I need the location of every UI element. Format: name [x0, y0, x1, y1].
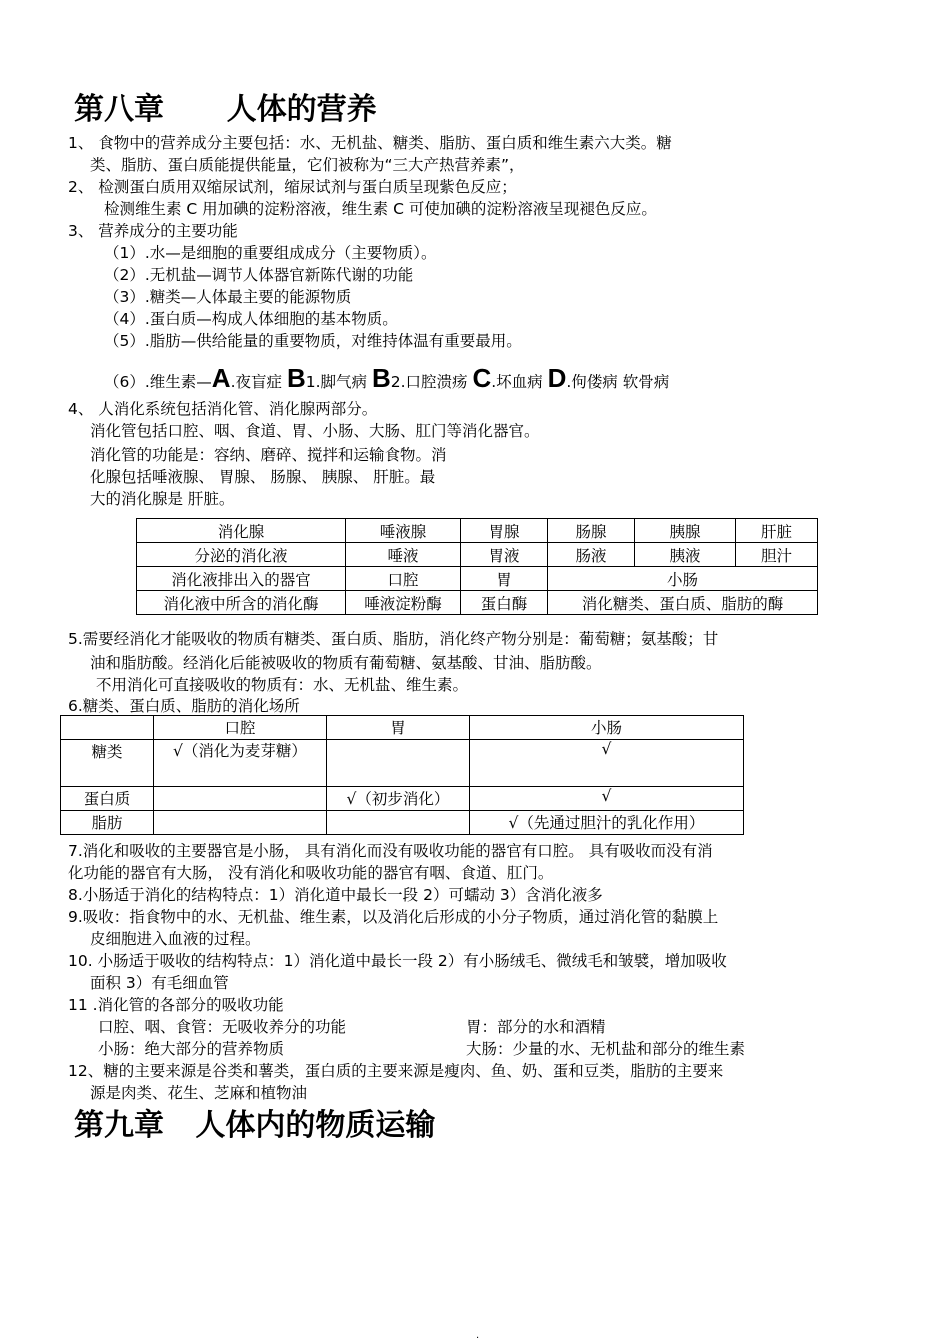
para-8: 8.小肠适于消化的结构特点：1）消化道中最长一段 2）可蠕动 3）含消化液多 — [68, 886, 603, 904]
para-5c: 不用消化可直接吸收的物质有：水、无机盐、维生素。 — [96, 676, 469, 694]
vitamin-b2-text: 2.口腔溃疡 — [390, 373, 473, 391]
para-9b: 皮细胞进入血液的过程。 — [90, 930, 261, 948]
table-cell — [327, 740, 470, 787]
table-cell: √ — [470, 740, 744, 787]
table-cell: 胃腺 — [461, 519, 548, 543]
vitamin-a-text: .夜盲症 — [230, 373, 287, 391]
vitamin-d-text: .佝偻病 软骨病 — [566, 373, 670, 391]
footer-dot: . — [476, 1330, 480, 1341]
vitamin-c-letter: C — [472, 363, 492, 393]
table-cell: 小肠 — [548, 567, 818, 591]
para-3-4: （4）.蛋白质—构成人体细胞的基本物质。 — [104, 310, 398, 328]
para-9a: 9.吸收：指食物中的水、无机盐、维生素，以及消化后形成的小分子物质，通过消化管的黏膜上 — [68, 908, 719, 926]
table-cell: 胃 — [461, 567, 548, 591]
table-row — [61, 787, 744, 811]
table-cell: 糖类 — [61, 740, 154, 787]
para-11c: 小肠：绝大部分的营养物质 — [98, 1040, 285, 1058]
chapter9-title: 第九章 人体内的物质运输 — [74, 1108, 436, 1143]
table-cell: 唾液淀粉酶 — [346, 591, 461, 615]
table-cell — [154, 811, 327, 835]
para-1a: 1、 食物中的营养成分主要包括：水、无机盐、糖类、脂肪、蛋白质和维生素六大类。糖 — [68, 134, 672, 152]
vitamin-d-letter: D — [547, 363, 567, 393]
table-row — [61, 740, 744, 787]
para-12a: 12、糖的主要来源是谷类和薯类，蛋白质的主要来源是瘦肉、鱼、奶、蛋和豆类，脂肪的主要来 — [68, 1062, 724, 1080]
table-cell: 胃液 — [461, 543, 548, 567]
para-3-5: （5）.脂肪—供给能量的重要物质，对维持体温有重要最用。 — [104, 332, 522, 350]
para-4a: 消化管包括口腔、咽、食道、胃、小肠、大肠、肛门等消化器官。 — [90, 422, 540, 440]
table-row — [137, 543, 818, 567]
table-cell: 肠液 — [548, 543, 635, 567]
para-3: 3、 营养成分的主要功能 — [68, 222, 238, 240]
para-4b: 消化管的功能是：容纳、磨碎、搅拌和运输食物。消 — [90, 446, 447, 464]
para-3-1: （1）.水—是细胞的重要组成成分（主要物质）。 — [104, 244, 437, 262]
para-6: 6.糖类、蛋白质、脂肪的消化场所 — [68, 697, 300, 715]
table-cell: 消化腺 — [137, 519, 346, 543]
para-10b: 面积 3）有毛细血管 — [90, 974, 229, 992]
table-cell: 分泌的消化液 — [137, 543, 346, 567]
para-10a: 10. 小肠适于吸收的结构特点：1）消化道中最长一段 2）有小肠绒毛、微绒毛和皱襞，增加吸收 — [68, 952, 727, 970]
vitamin-c-text: .坏血病 — [491, 373, 548, 391]
chapter8-title: 第八章 人体的营养 — [74, 92, 377, 127]
table-cell: 胃 — [327, 716, 470, 740]
table-cell: 胆汁 — [736, 543, 818, 567]
table-row — [61, 716, 744, 740]
table-cell: 胰液 — [635, 543, 736, 567]
table-cell: 消化糖类、蛋白质、脂肪的酶 — [548, 591, 818, 615]
table-cell: 肠腺 — [548, 519, 635, 543]
para-11: 11 .消化管的各部分的吸收功能 — [68, 996, 284, 1014]
para-1b: 类、脂肪、蛋白质能提供能量，它们被称为“三大产热营养素”， — [90, 156, 525, 174]
vitamin-prefix: （6）.维生素— — [104, 373, 212, 391]
table-cell: √（消化为麦芽糖） — [154, 740, 327, 787]
table-cell — [154, 787, 327, 811]
para-11d: 大肠：少量的水、无机盐和部分的维生素 — [466, 1040, 746, 1058]
vitamin-b2-letter: B — [371, 363, 391, 393]
table-cell: 蛋白质 — [61, 787, 154, 811]
table-row — [137, 567, 818, 591]
table-cell — [61, 716, 154, 740]
digestive-gland-table — [136, 518, 818, 615]
table-cell: 消化液中所含的消化酶 — [137, 591, 346, 615]
para-2b: 检测维生素 C 用加碘的淀粉溶液，维生素 C 可使加碘的淀粉溶液呈现褪色反应。 — [104, 200, 657, 218]
table-row — [137, 519, 818, 543]
vitamin-b1-text: 1.脚气病 — [305, 373, 372, 391]
para-3-3: （3）.糖类—人体最主要的能源物质 — [104, 288, 352, 306]
vitamin-b1-letter: B — [286, 363, 306, 393]
table-cell: √（初步消化） — [327, 787, 470, 811]
table-cell: 脂肪 — [61, 811, 154, 835]
table-cell: 口腔 — [346, 567, 461, 591]
table-row — [137, 591, 818, 615]
para-7b: 化功能的器官有大肠， 没有消化和吸收功能的器官有咽、食道、肛门。 — [68, 864, 554, 882]
table-cell — [327, 811, 470, 835]
para-12b: 源是肉类、花生、芝麻和植物油 — [90, 1084, 308, 1102]
table-row — [61, 811, 744, 835]
table-cell: √（先通过胆汁的乳化作用） — [470, 811, 744, 835]
para-11b: 胃：部分的水和酒精 — [466, 1018, 606, 1036]
table-cell: 蛋白酶 — [461, 591, 548, 615]
para-3-2: （2）.无机盐—调节人体器官新陈代谢的功能 — [104, 266, 414, 284]
para-2a: 2、 检测蛋白质用双缩尿试剂，缩尿试剂与蛋白质呈现紫色反应； — [68, 178, 517, 196]
vitamin-line — [104, 362, 669, 398]
table-cell: 消化液排出入的器官 — [137, 567, 346, 591]
table-cell: 胰腺 — [635, 519, 736, 543]
para-5b: 油和脂肪酸。经消化后能被吸收的物质有葡萄糖、氨基酸、甘油、脂肪酸。 — [90, 654, 602, 672]
table-cell: 小肠 — [470, 716, 744, 740]
para-11a: 口腔、咽、食管：无吸收养分的功能 — [98, 1018, 347, 1036]
para-5a: 5.需要经消化才能吸收的物质有糖类、蛋白质、脂肪，消化终产物分别是：葡萄糖；氨基酸；甘 — [68, 630, 719, 648]
para-4d: 大的消化腺是 肝脏。 — [90, 490, 235, 508]
table-cell: 唾液腺 — [346, 519, 461, 543]
digestion-site-table — [60, 715, 744, 835]
para-7a: 7.消化和吸收的主要器官是小肠， 具有消化而没有吸收功能的器官有口腔。 具有吸收而没有消 — [68, 842, 713, 860]
para-4: 4、 人消化系统包括消化管、消化腺两部分。 — [68, 400, 378, 418]
table-cell: 唾液 — [346, 543, 461, 567]
table-cell: √ — [470, 787, 744, 811]
table-cell: 肝脏 — [736, 519, 818, 543]
vitamin-a-letter: A — [211, 363, 231, 393]
table-cell: 口腔 — [154, 716, 327, 740]
para-4c: 化腺包括唾液腺、 胃腺、 肠腺、 胰腺、 肝脏。最 — [90, 468, 436, 486]
